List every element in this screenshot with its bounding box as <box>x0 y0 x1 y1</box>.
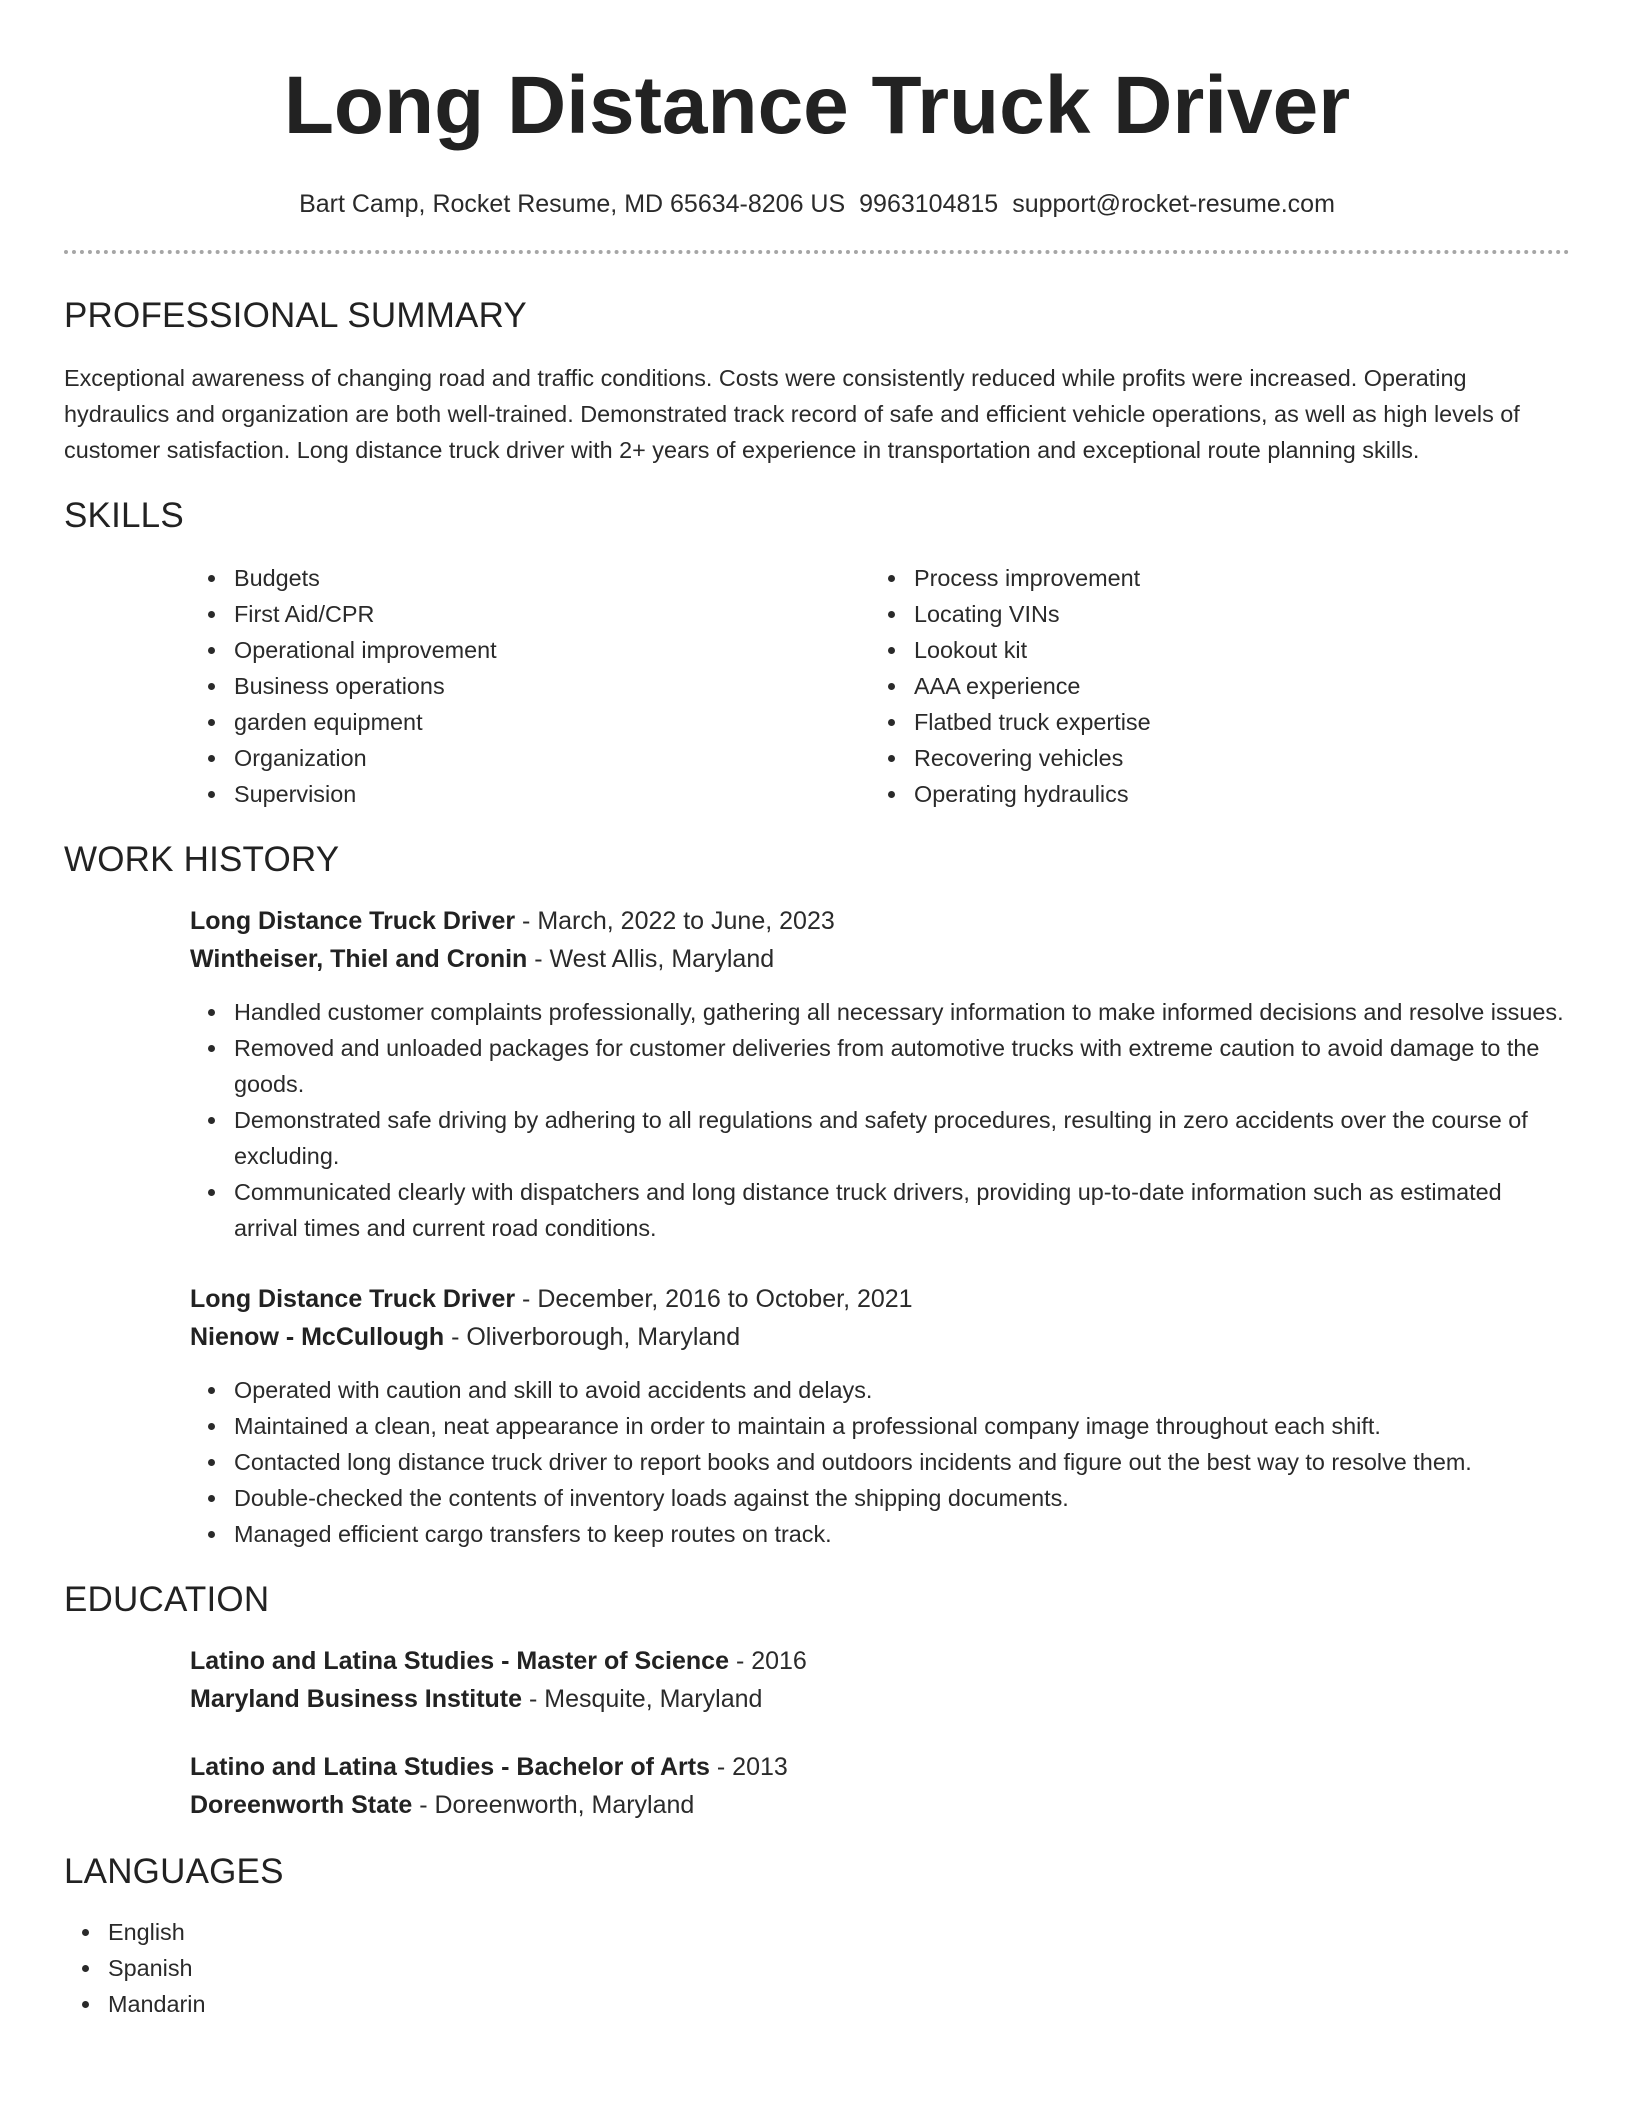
language-item: English <box>108 1914 1570 1950</box>
job-duty-item: Maintained a clean, neat appearance in order to maintain a professional company image throughout each shift. <box>234 1408 1570 1444</box>
education-school-line <box>190 1786 1570 1824</box>
skill-item: Locating VINs <box>914 596 1550 632</box>
job-entry <box>190 1280 1570 1552</box>
skill-item: Recovering vehicles <box>914 740 1550 776</box>
job-title-line <box>190 902 1570 940</box>
skill-item: AAA experience <box>914 668 1550 704</box>
skill-item: Business operations <box>234 668 870 704</box>
education-degree-line <box>190 1642 1570 1680</box>
job-title-line <box>190 1280 1570 1318</box>
education-degree: Latino and Latina Studies - Master of Science <box>190 1647 729 1675</box>
job-company: Wintheiser, Thiel and Cronin <box>190 945 528 973</box>
job-duty-item: Managed efficient cargo transfers to keep routes on track. <box>234 1516 1570 1552</box>
job-duty-item: Double-checked the contents of inventory loads against the shipping documents. <box>234 1480 1570 1516</box>
job-company: Nienow - McCullough <box>190 1323 445 1351</box>
education-degree: Latino and Latina Studies - Bachelor of Arts <box>190 1753 710 1781</box>
job-title: Long Distance Truck Driver <box>190 1285 516 1313</box>
job-duty-item: Demonstrated safe driving by adhering to all regulations and safety procedures, resulting in zero accidents over the course of excluding. <box>234 1102 1570 1174</box>
skills-columns <box>190 560 1570 812</box>
job-duty-item: Operated with caution and skill to avoid accidents and delays. <box>234 1372 1570 1408</box>
work-history-heading: WORK HISTORY <box>64 840 340 879</box>
languages-list <box>64 1914 1570 2022</box>
job-dates: - December, 2016 to October, 2021 <box>515 1285 913 1313</box>
work-history-section <box>64 838 1570 1552</box>
job-duty-item: Communicated clearly with dispatchers and long distance truck drivers, providing up-to-date information such as estimated arrival times and current road conditions. <box>234 1174 1570 1246</box>
contact-address: Bart Camp, Rocket Resume, MD 65634-8206 US <box>299 190 846 218</box>
job-location: - West Allis, Maryland <box>527 945 775 973</box>
header-divider <box>64 250 1570 254</box>
skill-item: Budgets <box>234 560 870 596</box>
skill-item: Process improvement <box>914 560 1550 596</box>
skill-item: Flatbed truck expertise <box>914 704 1550 740</box>
skill-item: First Aid/CPR <box>234 596 870 632</box>
job-entry <box>190 902 1570 1246</box>
skill-item: Organization <box>234 740 870 776</box>
education-school: Doreenworth State <box>190 1791 413 1819</box>
summary-section <box>64 294 1570 468</box>
job-duties <box>190 994 1570 1246</box>
skill-item: Lookout kit <box>914 632 1550 668</box>
education-year: - 2016 <box>729 1647 807 1675</box>
job-location: - Oliverborough, Maryland <box>444 1323 741 1351</box>
contact-line <box>64 186 1570 222</box>
job-title: Long Distance Truck Driver <box>190 907 516 935</box>
education-degree-line <box>190 1748 1570 1786</box>
job-company-line <box>190 1318 1570 1356</box>
skill-item: Supervision <box>234 776 870 812</box>
education-location: - Doreenworth, Maryland <box>412 1791 695 1819</box>
summary-heading: PROFESSIONAL SUMMARY <box>64 296 527 335</box>
contact-email: support@rocket-resume.com <box>1012 190 1335 218</box>
job-duty-item: Removed and unloaded packages for customer deliveries from automotive trucks with extreme caution to avoid damage to the goods. <box>234 1030 1570 1102</box>
education-section <box>64 1578 1570 1824</box>
job-company-line <box>190 940 1570 978</box>
education-school-line <box>190 1680 1570 1718</box>
skills-column-right <box>870 560 1550 812</box>
education-entry <box>190 1642 1570 1718</box>
job-duty-item: Handled customer complaints professionally, gathering all necessary information to make informed decisions and resolve issues. <box>234 994 1570 1030</box>
skill-item: Operating hydraulics <box>914 776 1550 812</box>
education-location: - Mesquite, Maryland <box>522 1685 763 1713</box>
education-year: - 2013 <box>709 1753 788 1781</box>
skills-column-left <box>190 560 870 812</box>
skills-heading: SKILLS <box>64 496 184 535</box>
job-duties <box>190 1372 1570 1552</box>
resume-title: Long Distance Truck Driver <box>283 60 1351 151</box>
skills-section <box>64 494 1570 812</box>
job-duty-item: Contacted long distance truck driver to report books and outdoors incidents and figure out the best way to resolve them. <box>234 1444 1570 1480</box>
summary-text: Exceptional awareness of changing road and traffic conditions. Costs were consistently reduced while profits were increased. Operating hydraulics and organization are both well-trained. Demonstrated track record of safe and efficient vehicle operations, as well as high levels of customer satisfaction. Long distance truck driver with 2+ years of experience in transportation and exceptional route planning skills. <box>64 365 1520 463</box>
skill-item: Operational improvement <box>234 632 870 668</box>
languages-section <box>64 1850 1570 2022</box>
contact-phone: 9963104815 <box>859 190 999 218</box>
skill-item: garden equipment <box>234 704 870 740</box>
education-heading: EDUCATION <box>64 1580 270 1619</box>
resume-page <box>64 0 1570 2022</box>
language-item: Spanish <box>108 1950 1570 1986</box>
language-item: Mandarin <box>108 1986 1570 2022</box>
education-entry <box>190 1748 1570 1824</box>
job-dates: - March, 2022 to June, 2023 <box>515 907 835 935</box>
languages-heading: LANGUAGES <box>64 1852 284 1891</box>
education-school: Maryland Business Institute <box>190 1685 523 1713</box>
